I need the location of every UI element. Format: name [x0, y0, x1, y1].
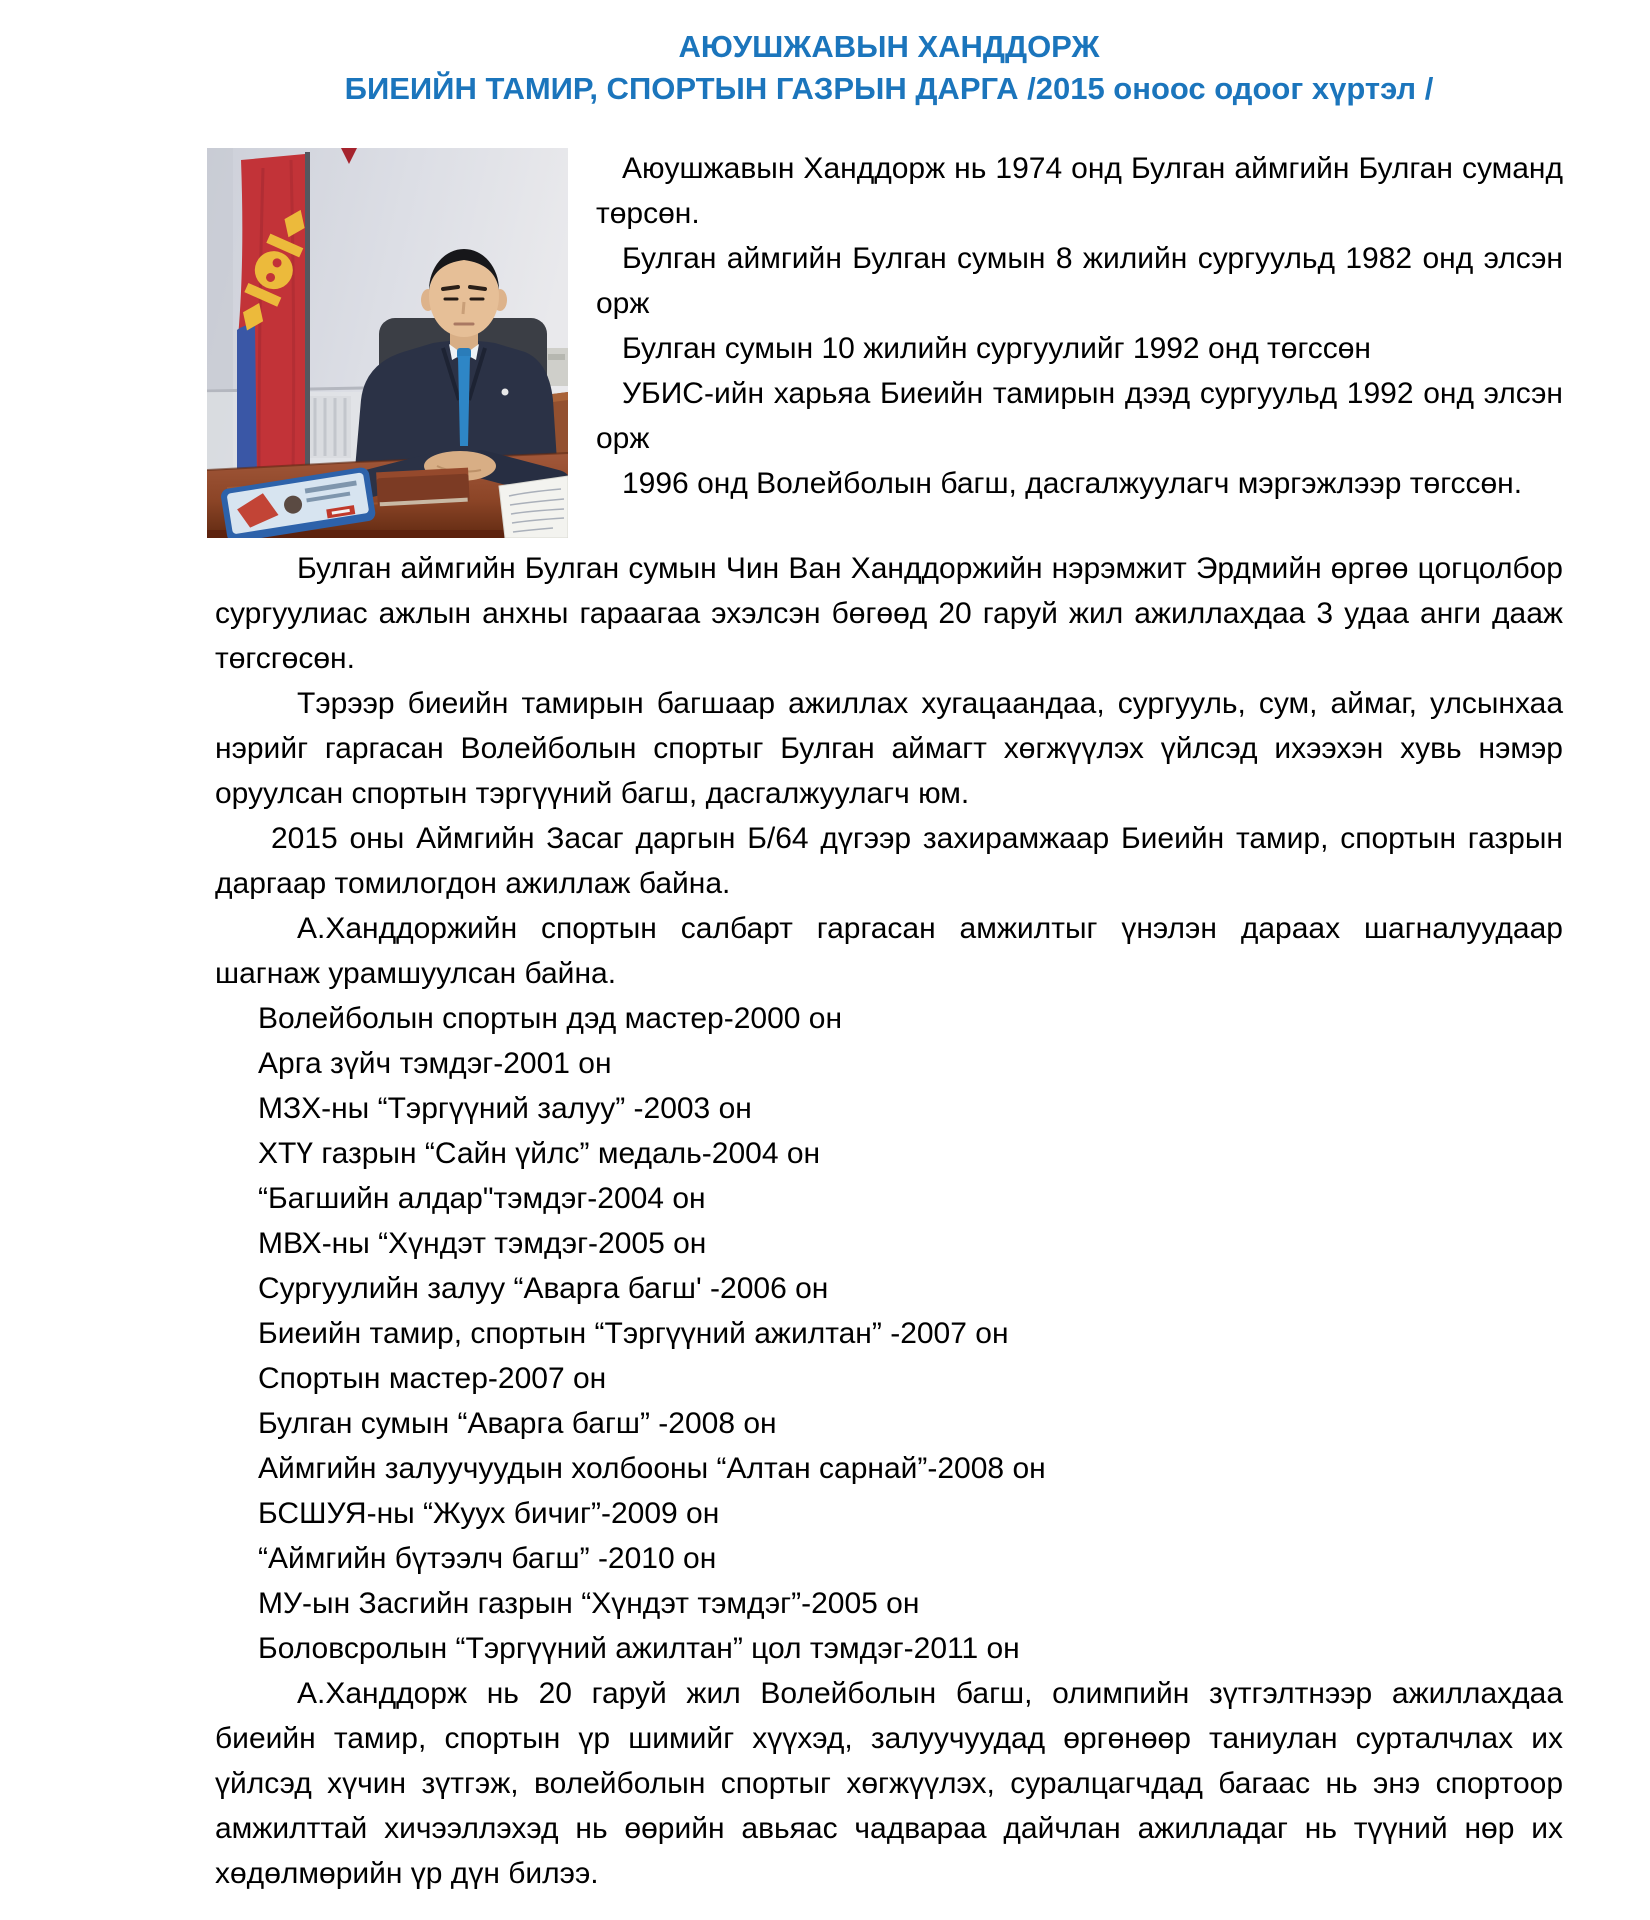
portrait-photo-illustration: [207, 148, 568, 538]
awards-list: [215, 996, 1563, 1671]
paragraph: Аюушжавын Ханддорж нь 1974 онд Булган аймгийн Булган суманд төрсөн.: [596, 152, 1563, 230]
paragraph: УБИС-ийн харьяа Биеийн тамирын дээд сургуульд 1992 онд элсэн орж: [596, 377, 1563, 455]
award-item: МЗХ-ны “Тэргүүний залуу” -2003 он: [258, 1092, 752, 1125]
title-line-1: АЮУШЖАВЫН ХАНДДОРЖ: [678, 29, 1100, 64]
paper-sheet: [499, 476, 568, 538]
award-item: БСШУЯ-ны “Жуух бичиг”-2009 он: [258, 1497, 720, 1530]
portrait-photo: [207, 148, 568, 538]
lapel-pin: [502, 389, 509, 396]
paragraph: Булган аймгийн Булган сумын 8 жилийн сургуульд 1982 онд элсэн орж: [596, 242, 1563, 320]
paragraph: Булган аймгийн Булган сумын Чин Ван Ханддоржийн нэрэмжит Эрдмийн өргөө цогцолбор сургуулиас ажлын анхны гараагаа эхэлсэн бөгөөд 20 гаруй жил ажиллахдаа 3 удаа анги дааж төгсгөсөн.: [215, 552, 1563, 675]
award-item: Сургуулийн залуу “Аварга багш' -2006 он: [258, 1272, 829, 1305]
paragraph: Булган сумын 10 жилийн сургуулийг 1992 онд төгссөн: [622, 332, 1372, 365]
award-item: “Аймгийн бүтээлч багш” -2010 он: [258, 1542, 717, 1575]
award-item: Аймгийн залуучуудын холбооны “Алтан сарнай”-2008 он: [258, 1452, 1046, 1485]
award-item: Спортын мастер-2007 он: [258, 1362, 607, 1395]
award-item: Булган сумын “Аварга багш” -2008 он: [258, 1407, 777, 1440]
paragraph: А.Ханддоржийн спортын салбарт гаргасан амжилтыг үнэлэн дараах шагналуудаар шагнаж урамшуулсан байна.: [215, 912, 1563, 990]
award-item: Биеийн тамир, спортын “Тэргүүний ажилтан” -2007 он: [258, 1317, 1009, 1350]
tie: [458, 356, 470, 446]
title-line-2: БИЕИЙН ТАМИР, СПОРТЫН ГАЗРЫН ДАРГА /2015 оноос одоог хүртэл /: [344, 71, 1434, 106]
document-body: [215, 146, 1563, 1896]
closing-paragraph: А.Ханддорж нь 20 гаруй жил Волейболын багш, олимпийн зүтгэлтнээр ажиллахдаа биеийн тамир, спортын үр шимийг хүүхэд, залуучуудад өргөнөөр таниулан сурталчлах их үйлсэд хүчин зүтгэж, волейболын спортыг хөгжүүлэх, суралцагчдад багаас нь энэ спортоор амжилттай хичээллэхэд нь өөрийн авьяас чадвараа дайчлан ажилладаг нь түүний нөр их хөдөлмөрийн үр дүн билээ.: [215, 1677, 1563, 1890]
award-item: МВХ-ны “Хүндэт тэмдэг-2005 он: [258, 1227, 707, 1260]
award-item: МУ-ын Засгийн газрын “Хүндэт тэмдэг”-2005 он: [258, 1587, 920, 1620]
award-item: Волейболын спортын дэд мастер-2000 он: [258, 1002, 843, 1035]
award-item: “Багшийн алдар"тэмдэг-2004 он: [258, 1182, 706, 1215]
award-item: Боловсролын “Тэргүүний ажилтан” цол тэмдэг-2011 он: [258, 1632, 1020, 1665]
award-item: Арга зүйч тэмдэг-2001 он: [258, 1047, 612, 1080]
paragraph: 2015 оны Аймгийн Засаг даргын Б/64 дүгээр захирамжаар Биеийн тамир, спортын газрын даргаар томилогдон ажиллаж байна.: [215, 822, 1563, 900]
paragraph: 1996 онд Волейболын багш, дасгалжуулагч мэргэжлээр төгссөн.: [622, 467, 1523, 500]
paragraph: Тэрээр биеийн тамирын багшаар ажиллах хугацаандаа, сургууль, сум, аймаг, улсынхаа нэрийг гаргасан Волейболын спортыг Булган аймагт хөгжүүлэх үйлсэд ихээхэн хувь нэмэр оруулсан спортын тэргүүний багш, дасгалжуулагч юм.: [215, 687, 1563, 810]
award-item: ХТҮ газрын “Сайн үйлс” медаль-2004 он: [258, 1137, 821, 1170]
page-title: [215, 0, 1563, 110]
book: [376, 468, 470, 507]
